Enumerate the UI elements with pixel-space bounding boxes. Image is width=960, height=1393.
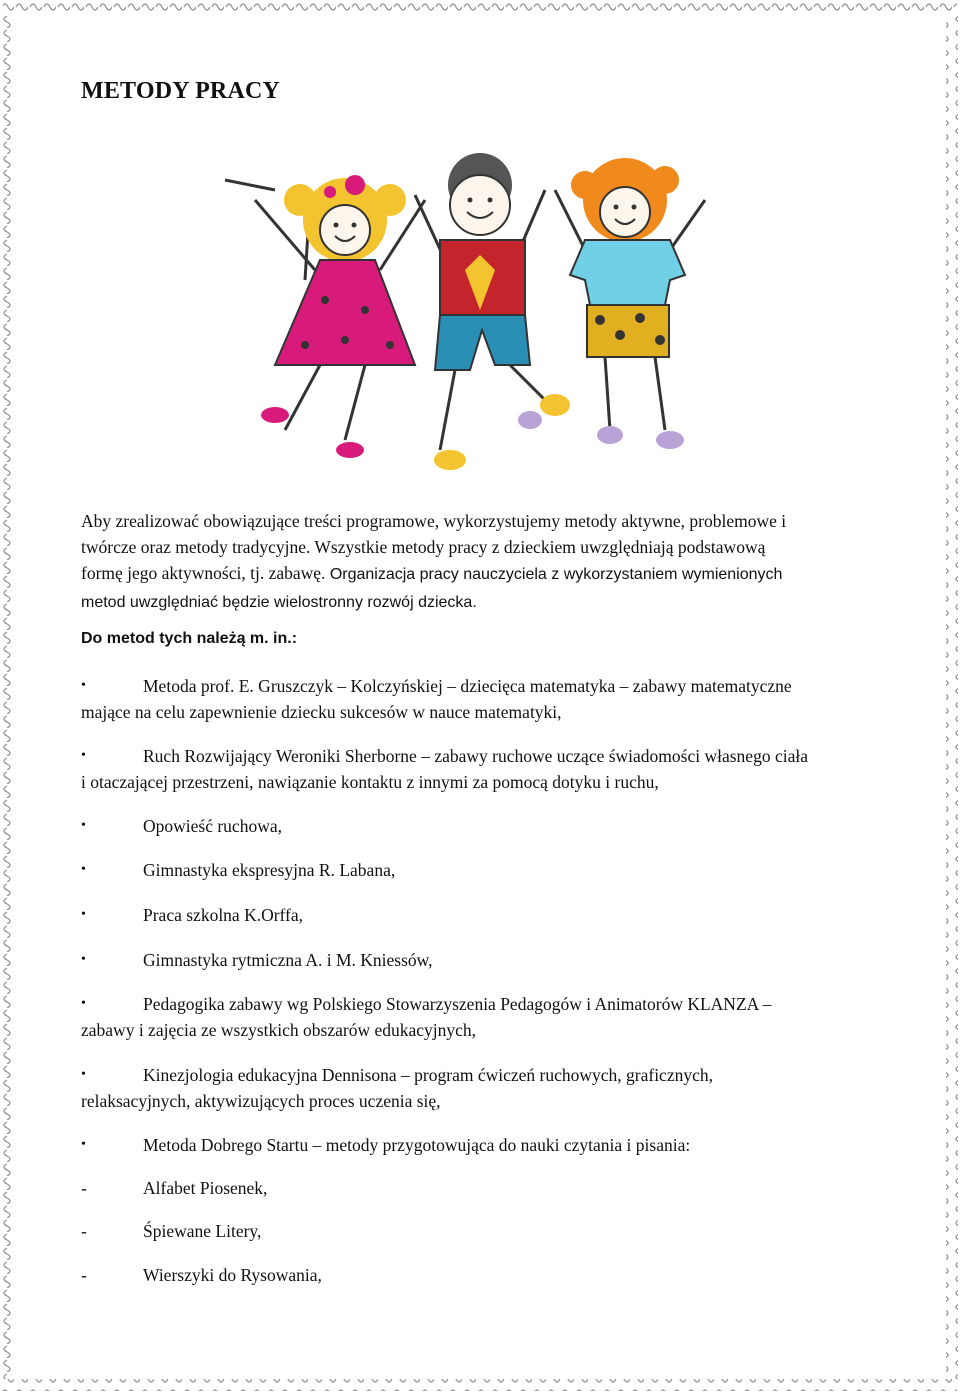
list-item-continuation: relaksacyjnych, aktywizujących proces uczenia się, (81, 1091, 441, 1111)
intro-line-3: formę jego aktywności, tj. zabawę. (81, 563, 330, 583)
sub-list-item (81, 1262, 881, 1288)
bullet-icon: • (81, 678, 86, 693)
list-item-text: Metoda Dobrego Startu – metody przygotowująca do nauki czytania i pisania: (143, 1135, 691, 1155)
intro-line-2: twórcze oraz metody tradycyjne. Wszystkie metody pracy z dzieckiem uwzględniają podstawową (81, 537, 766, 557)
sub-list-item-text: Śpiewane Litery, (143, 1221, 262, 1241)
bullet-icon: • (81, 818, 86, 833)
list-item (81, 991, 881, 1043)
list-item-continuation: i otaczającej przestrzeni, nawiązanie kontaktu z innymi za pomocą dotyku i ruchu, (81, 772, 659, 792)
list-item-text: Ruch Rozwijający Weroniki Sherborne – zabawy ruchowe uczące świadomości własnego ciała (143, 746, 808, 766)
dash-marker: - (81, 1265, 87, 1285)
intro-paragraph (81, 508, 881, 616)
boy-middle-figure (415, 153, 570, 470)
bullet-icon: • (81, 748, 86, 763)
dash-marker: - (81, 1178, 87, 1198)
dash-marker: - (81, 1221, 87, 1241)
sub-list-item (81, 1218, 881, 1244)
list-item (81, 947, 881, 973)
bullet-icon: • (81, 996, 86, 1011)
intro-line-3-sans: Organizacja pracy nauczyciela z wykorzystaniem wymienionych (329, 566, 783, 583)
methods-subheading: Do metod tych należą m. in.: (81, 630, 298, 647)
children-illustration (215, 130, 755, 490)
list-item-text: Opowieść ruchowa, (143, 816, 282, 836)
bullet-icon: • (81, 862, 86, 877)
list-item (81, 857, 881, 883)
bullet-icon: • (81, 907, 86, 922)
girl-left-figure (225, 175, 425, 458)
intro-line-4: metod uwzględniać będzie wielostronny rozwój dziecka. (81, 594, 477, 611)
list-item (81, 1062, 881, 1114)
list-item-text: Praca szkolna K.Orffa, (143, 905, 304, 925)
bullet-icon: • (81, 952, 86, 967)
list-item (81, 743, 881, 795)
bullet-icon: • (81, 1137, 86, 1152)
list-item-text: Gimnastyka rytmiczna A. i M. Kniessów, (143, 950, 433, 970)
list-item (81, 1132, 881, 1158)
list-item-continuation: zabawy i zajęcia ze wszystkich obszarów edukacyjnych, (81, 1020, 477, 1040)
list-item-continuation: mające na celu zapewnienie dziecku sukcesów w nauce matematyki, (81, 702, 562, 722)
list-item-text: Pedagogika zabawy wg Polskiego Stowarzyszenia Pedagogów i Animatorów KLANZA – (143, 994, 772, 1014)
list-item-text: Gimnastyka ekspresyjna R. Labana, (143, 860, 396, 880)
sub-list-item-text: Wierszyki do Rysowania, (143, 1265, 322, 1285)
page-title: METODY PRACY (81, 78, 281, 104)
list-item (81, 673, 881, 725)
girl-right-figure (555, 158, 705, 449)
list-item (81, 902, 881, 928)
sub-list-item-text: Alfabet Piosenek, (143, 1178, 268, 1198)
list-item (81, 813, 881, 839)
list-item-text: Kinezjologia edukacyjna Dennisona – program ćwiczeń ruchowych, graficznych, (143, 1065, 713, 1085)
bullet-icon: • (81, 1067, 86, 1082)
list-item-text: Metoda prof. E. Gruszczyk – Kolczyńskiej – dziecięca matematyka – zabawy matematyczne (143, 676, 792, 696)
intro-line-1: Aby zrealizować obowiązujące treści programowe, wykorzystujemy metody aktywne, problemowe i (81, 511, 787, 531)
sub-list-item (81, 1175, 881, 1201)
